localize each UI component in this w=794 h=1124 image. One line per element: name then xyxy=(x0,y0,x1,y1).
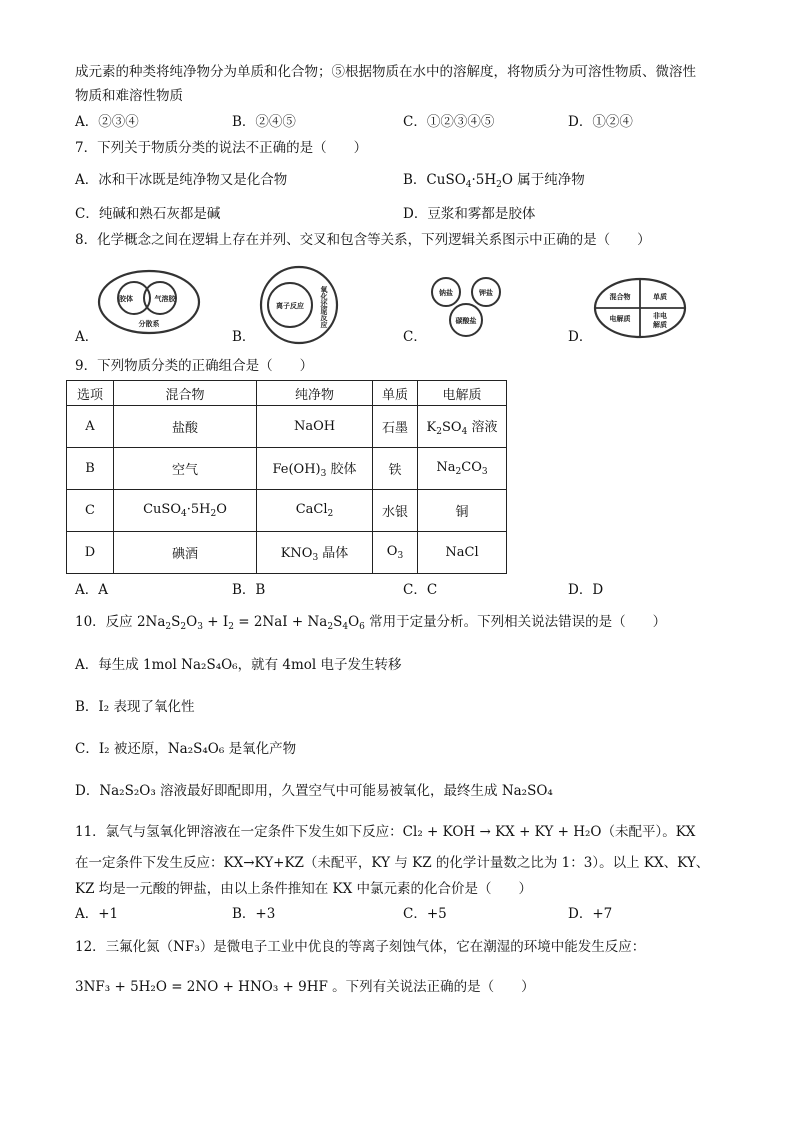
q8-diagram-a xyxy=(96,268,202,336)
diag-d-bottom-right-2: 解质 xyxy=(653,321,667,329)
diag-b-outer-label: 氧化还原反应 xyxy=(320,286,328,328)
q9-stem: 9．下列物质分类的正确组合是（ ） xyxy=(75,358,314,374)
diag-a-left-label: 胶体 xyxy=(119,295,133,303)
table-row xyxy=(67,490,507,532)
diag-d-bottom-right-1: 非电 xyxy=(653,312,667,320)
table-row xyxy=(67,406,507,448)
q7-stem: 7．下列关于物质分类的说法不正确的是（ ） xyxy=(75,140,368,156)
cell-mixture: $CuSO_4\cdot 5H_2O$ xyxy=(114,490,257,532)
q12-line-1: 12．三氟化氮（NF₃）是微电子工业中优良的等离子刻蚀气体，它在潮湿的环境中能发生反应： xyxy=(75,939,646,955)
q8-option-a: A． xyxy=(75,329,99,345)
q11-option-b: B．+3 xyxy=(232,906,276,922)
q11-option-c: C．+5 xyxy=(403,906,447,922)
q6-option-c: C．①②③④⑤ xyxy=(403,114,495,130)
q9-option-a: A．A xyxy=(75,582,108,598)
cell-element: 水银 xyxy=(373,490,418,532)
cell-option: C xyxy=(67,490,114,532)
cell-option: A xyxy=(67,406,114,448)
header-pure: 纯净物 xyxy=(257,381,373,406)
q9-option-c: C．C xyxy=(403,582,438,598)
cell-option: D xyxy=(67,532,114,574)
q7-option-a: A．冰和干冰既是纯净物又是化合物 xyxy=(75,172,288,188)
cell-electrolyte: NaCl xyxy=(418,532,507,574)
table-header-row xyxy=(67,381,507,406)
q10-stem: 10．反应 $2Na_2S_2O_3 + I_2 = 2NaI + Na_2S_4O_6$ 常用于定量分析。下列相关说法错误的是（ ） xyxy=(75,614,667,632)
header-element: 单质 xyxy=(373,381,418,406)
cell-electrolyte: $Na_2CO_3$ xyxy=(418,448,507,490)
q10-option-d: D．Na₂S₂O₃ 溶液最好即配即用，久置空气中可能易被氧化，最终生成 Na₂SO₄ xyxy=(75,783,553,799)
q6-option-a: A．②③④ xyxy=(75,114,139,130)
q11-option-d: D．+7 xyxy=(568,906,613,922)
q11-line-1: 11．氯气与氢氧化钾溶液在一定条件下发生如下反应：Cl₂ + KOH → KX + KY + H₂O（未配平）。KX xyxy=(75,824,696,840)
q9-option-d: D．D xyxy=(568,582,604,598)
q11-line-2: 在一定条件下发生反应：KX→KY+KZ（未配平，KY 与 KZ 的化学计量数之比为 1：3）。以上 KX、KY、 xyxy=(75,855,710,871)
diag-d-top-left: 混合物 xyxy=(609,293,631,301)
q7-option-b: B．$CuSO_4\cdot 5H_2O$ 属于纯净物 xyxy=(403,172,585,190)
cell-mixture: 空气 xyxy=(114,448,257,490)
diag-d-bottom-left: 电解质 xyxy=(609,315,631,323)
cell-mixture: 盐酸 xyxy=(114,406,257,448)
q8-option-d: D． xyxy=(568,329,593,345)
q10-option-a: A．每生成 1mol Na₂S₄O₆，就有 4mol 电子发生转移 xyxy=(75,657,402,673)
cell-option: B xyxy=(67,448,114,490)
cell-electrolyte: $K_2SO_4$ 溶液 xyxy=(418,406,507,448)
header-mixture: 混合物 xyxy=(114,381,257,406)
q9-table xyxy=(66,380,507,574)
cell-element: 石墨 xyxy=(373,406,418,448)
diag-d-top-right: 单质 xyxy=(653,293,667,301)
cell-pure: CaCl$_2$ xyxy=(257,490,373,532)
q10-option-c: C．I₂ 被还原，Na₂S₄O₆ 是氧化产物 xyxy=(75,741,297,757)
cell-mixture: 碘酒 xyxy=(114,532,257,574)
q7-option-c: C．纯碱和熟石灰都是碱 xyxy=(75,206,221,222)
cell-pure: $Fe(OH)_3$ 胶体 xyxy=(257,448,373,490)
header-electrolyte: 电解质 xyxy=(418,381,507,406)
header-option: 选项 xyxy=(67,381,114,406)
intro-line-2: 物质和难溶性物质 xyxy=(75,88,183,104)
q8-diagram-c xyxy=(425,270,507,340)
q8-option-c: C． xyxy=(403,329,427,345)
q8-option-b: B． xyxy=(232,329,256,345)
diag-c-circle-3: 碳酸盐 xyxy=(455,317,477,325)
table-row xyxy=(67,448,507,490)
cell-element: $O_3$ xyxy=(373,532,418,574)
cell-electrolyte: 铜 xyxy=(418,490,507,532)
q8-stem: 8．化学概念之间在逻辑上存在并列、交叉和包含等关系，下列逻辑关系图示中正确的是（ ） xyxy=(75,232,651,248)
intro-line-1: 成元素的种类将纯净物分为单质和化合物；⑤根据物质在水中的溶解度，将物质分为可溶性物质、微溶性 xyxy=(75,64,696,80)
diag-b-inner-label: 离子反应 xyxy=(276,302,304,310)
diag-c-circle-2: 钾盐 xyxy=(479,289,493,297)
q8-diagram-d xyxy=(592,276,688,340)
cell-element: 铁 xyxy=(373,448,418,490)
q10-option-b: B．I₂ 表现了氧化性 xyxy=(75,699,195,715)
q8-diagram-b xyxy=(253,264,349,346)
q11-line-3: KZ 均是一元酸的钾盐，由以上条件推知在 KX 中氯元素的化合价是（ ） xyxy=(75,881,533,897)
diag-a-outer-label: 分散系 xyxy=(138,320,160,328)
cell-pure: $KNO_3$ 晶体 xyxy=(257,532,373,574)
q12-line-2: 3NF₃ + 5H₂O = 2NO + HNO₃ + 9HF 。下列有关说法正确的是（ ） xyxy=(75,979,535,995)
cell-pure: NaOH xyxy=(257,406,373,448)
q9-option-b: B．B xyxy=(232,582,266,598)
q6-option-d: D．①②④ xyxy=(568,114,633,130)
q7-option-d: D．豆浆和雾都是胶体 xyxy=(403,206,536,222)
table-row xyxy=(67,532,507,574)
diag-c-circle-1: 钠盐 xyxy=(439,289,453,297)
diag-a-right-label: 气溶胶 xyxy=(154,295,176,303)
q11-option-a: A．+1 xyxy=(75,906,119,922)
q6-option-b: B．②④⑤ xyxy=(232,114,296,130)
